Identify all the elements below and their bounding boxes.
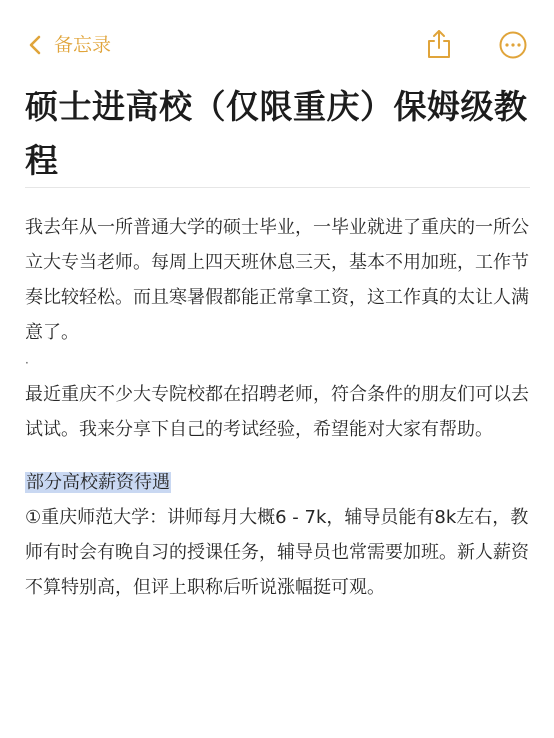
separator-dot: · [25, 356, 29, 370]
back-label: 备忘录 [54, 34, 112, 56]
paragraph-recruiting: 最近重庆不少大专院校都在招聘老师，符合条件的朋友们可以去试试。我来分享下自己的考试经验，希望能对大家有帮助。 [25, 384, 529, 440]
paragraph-salary: ①重庆师范大学：讲师每月大概6 - 7k，辅导员能有8k左右，教师有时会有晚自习的授课任务，辅导员也常需要加班。新人薪资不算特别高，但评上职称后听说涨幅挺可观。 [25, 507, 529, 598]
share-button[interactable] [424, 28, 454, 60]
more-options-button[interactable] [498, 30, 528, 60]
section-heading [25, 465, 530, 500]
note-title[interactable]: 硕士进高校（仅限重庆）保姆级教程 [25, 87, 528, 180]
paragraph-gap [25, 447, 530, 465]
back-button[interactable] [28, 30, 111, 60]
chevron-left-icon [28, 34, 42, 56]
navigation-bar [0, 0, 554, 90]
more-icon [498, 30, 528, 60]
note-body[interactable] [25, 210, 530, 605]
title-divider [25, 187, 530, 188]
share-icon [424, 28, 454, 60]
paragraph-intro: 我去年从一所普通大学的硕士毕业，一毕业就进了重庆的一所公立大专当老师。每周上四天班休息三天，基本不用加班，工作节奏比较轻松。而且寒暑假都能正常拿工资，这工作真的太让人满意了。 [25, 217, 529, 343]
highlighted-text: 部分高校薪资待遇 [26, 472, 170, 493]
